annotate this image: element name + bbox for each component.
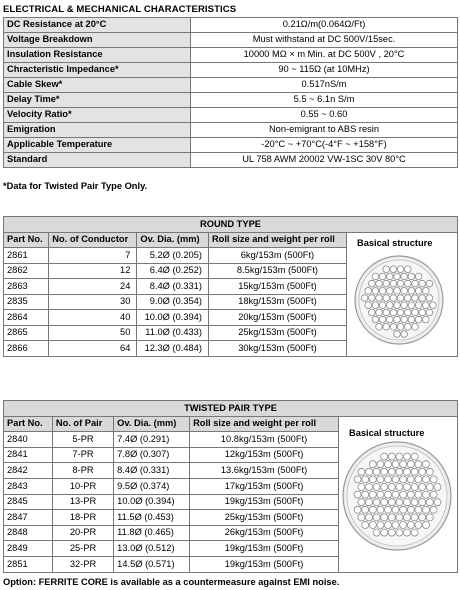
- spec-label: Velocity Ratio*: [4, 108, 191, 123]
- outer-diameter: 6.4Ø (0.252): [137, 263, 209, 279]
- outer-diameter: 10.0Ø (0.394): [114, 494, 190, 510]
- twisted-pair-table: [3, 400, 458, 573]
- col-header-conductors: No. of Conductor: [49, 232, 137, 248]
- roll-size: 8.5kg/153m (500Ft): [208, 263, 346, 279]
- table-row: [4, 78, 458, 93]
- roll-size: 25kg/153m (500Ft): [190, 510, 339, 526]
- col-header-diameter: Ov. Dia. (mm): [114, 416, 190, 432]
- round-type-table: [3, 216, 458, 357]
- col-header-part-no: Part No.: [4, 416, 53, 432]
- outer-diameter: 8.4Ø (0.331): [114, 463, 190, 479]
- part-no: 2866: [4, 341, 49, 357]
- round-type-title: ROUND TYPE: [4, 217, 458, 233]
- spec-label: Emigration: [4, 123, 191, 138]
- conductor-count: 7: [49, 248, 137, 264]
- spec-value: 0.55 ~ 0.60: [191, 108, 458, 123]
- conductor-count: 12: [49, 263, 137, 279]
- outer-diameter: 9.0Ø (0.354): [137, 294, 209, 310]
- table-row: [4, 63, 458, 78]
- roll-size: 20kg/153m (500Ft): [208, 310, 346, 326]
- conductor-count: 50: [49, 325, 137, 341]
- part-no: 2841: [4, 447, 53, 463]
- roll-size: 30kg/153m (500Ft): [208, 341, 346, 357]
- part-no: 2847: [4, 510, 53, 526]
- spec-value: -20°C ~ +70°C(-4°F ~ +158°F): [191, 138, 458, 153]
- pair-count: 13-PR: [52, 494, 113, 510]
- table-row: [4, 123, 458, 138]
- roll-size: 17kg/153m (500Ft): [190, 478, 339, 494]
- roll-size: 19kg/153m (500Ft): [190, 556, 339, 572]
- section-title: ELECTRICAL & MECHANICAL CHARACTERISTICS: [3, 4, 237, 15]
- spec-label: Standard: [4, 153, 191, 168]
- table-row: [4, 18, 458, 33]
- tp-structure-panel: [339, 416, 458, 572]
- table-row: [4, 153, 458, 168]
- part-no: 2851: [4, 556, 53, 572]
- spec-value: 90 ~ 115Ω (at 10MHz): [191, 63, 458, 78]
- roll-size: 13.6kg/153m (500Ft): [190, 463, 339, 479]
- conductor-count: 40: [49, 310, 137, 326]
- spec-label: DC Resistance at 20°C: [4, 18, 191, 33]
- roll-size: 26kg/153m (500Ft): [190, 525, 339, 541]
- spec-value: 0.21Ω/m(0.064Ω/Ft): [191, 18, 458, 33]
- part-no: 2849: [4, 541, 53, 557]
- outer-diameter: 11.5Ø (0.453): [114, 510, 190, 526]
- pair-count: 20-PR: [52, 525, 113, 541]
- spec-label: Applicable Temperature: [4, 138, 191, 153]
- col-header-roll-size: Roll size and weight per roll: [190, 416, 339, 432]
- pair-count: 7-PR: [52, 447, 113, 463]
- roll-size: 12kg/153m (500Ft): [190, 447, 339, 463]
- roll-size: 25kg/153m (500Ft): [208, 325, 346, 341]
- part-no: 2842: [4, 463, 53, 479]
- spec-value: 5.5 ~ 6.1n S/m: [191, 93, 458, 108]
- round-structure-panel: [347, 232, 458, 356]
- round-cable-cross-section-icon: [347, 248, 457, 348]
- part-no: 2863: [4, 279, 49, 295]
- part-no: 2835: [4, 294, 49, 310]
- part-no: 2864: [4, 310, 49, 326]
- spec-value: UL 758 AWM 20002 VW-1SC 30V 80°C: [191, 153, 458, 168]
- twisted-pair-title: TWISTED PAIR TYPE: [4, 401, 458, 417]
- outer-diameter: 10.0Ø (0.394): [137, 310, 209, 326]
- roll-size: 18kg/153m (500Ft): [208, 294, 346, 310]
- table-row: [4, 33, 458, 48]
- pair-count: 8-PR: [52, 463, 113, 479]
- part-no: 2845: [4, 494, 53, 510]
- spec-table: [3, 17, 458, 168]
- outer-diameter: 14.5Ø (0.571): [114, 556, 190, 572]
- outer-diameter: 5.2Ø (0.205): [137, 248, 209, 264]
- spec-value: 0.517nS/m: [191, 78, 458, 93]
- outer-diameter: 8.4Ø (0.331): [137, 279, 209, 295]
- pair-count: 32-PR: [52, 556, 113, 572]
- pair-count: 10-PR: [52, 478, 113, 494]
- pair-count: 5-PR: [52, 432, 113, 448]
- outer-diameter: 11.0Ø (0.433): [137, 325, 209, 341]
- outer-diameter: 7.8Ø (0.307): [114, 447, 190, 463]
- roll-size: 15kg/153m (500Ft): [208, 279, 346, 295]
- footnote: *Data for Twisted Pair Type Only.: [3, 181, 148, 191]
- col-header-part-no: Part No.: [4, 232, 49, 248]
- outer-diameter: 11.8Ø (0.465): [114, 525, 190, 541]
- pair-count: 25-PR: [52, 541, 113, 557]
- pair-count: 18-PR: [52, 510, 113, 526]
- spec-value: Non-emigrant to ABS resin: [191, 123, 458, 138]
- spec-value: 10000 MΩ × m Min. at DC 500V , 20°C: [191, 48, 458, 63]
- spec-label: Cable Skew*: [4, 78, 191, 93]
- table-row: [4, 108, 458, 123]
- conductor-count: 24: [49, 279, 137, 295]
- table-row: [4, 93, 458, 108]
- conductor-count: 64: [49, 341, 137, 357]
- spec-value: Must withstand at DC 500V/15sec.: [191, 33, 458, 48]
- table-row: [4, 138, 458, 153]
- spec-label: Delay Time*: [4, 93, 191, 108]
- outer-diameter: 13.0Ø (0.512): [114, 541, 190, 557]
- roll-size: 19kg/153m (500Ft): [190, 494, 339, 510]
- basic-structure-label: Basical structure: [349, 427, 425, 438]
- part-no: 2843: [4, 478, 53, 494]
- col-header-diameter: Ov. Dia. (mm): [137, 232, 209, 248]
- outer-diameter: 7.4Ø (0.291): [114, 432, 190, 448]
- spec-label: Insulation Resistance: [4, 48, 191, 63]
- part-no: 2840: [4, 432, 53, 448]
- conductor-count: 30: [49, 294, 137, 310]
- basic-structure-label: Basical structure: [357, 237, 433, 248]
- outer-diameter: 9.5Ø (0.374): [114, 478, 190, 494]
- spec-label: Voltage Breakdown: [4, 33, 191, 48]
- part-no: 2865: [4, 325, 49, 341]
- table-row: [4, 48, 458, 63]
- part-no: 2861: [4, 248, 49, 264]
- spec-label: Chracteristic Impedance*: [4, 63, 191, 78]
- option-note: Option: FERRITE CORE is available as a countermeasure against EMI noise.: [3, 577, 340, 587]
- twisted-pair-cross-section-icon: [339, 438, 457, 558]
- outer-diameter: 12.3Ø (0.484): [137, 341, 209, 357]
- roll-size: 6kg/153m (500Ft): [208, 248, 346, 264]
- roll-size: 10.8kg/153m (500Ft): [190, 432, 339, 448]
- part-no: 2848: [4, 525, 53, 541]
- part-no: 2862: [4, 263, 49, 279]
- roll-size: 19kg/153m (500Ft): [190, 541, 339, 557]
- col-header-roll-size: Roll size and weight per roll: [208, 232, 346, 248]
- col-header-pairs: No. of Pair: [52, 416, 113, 432]
